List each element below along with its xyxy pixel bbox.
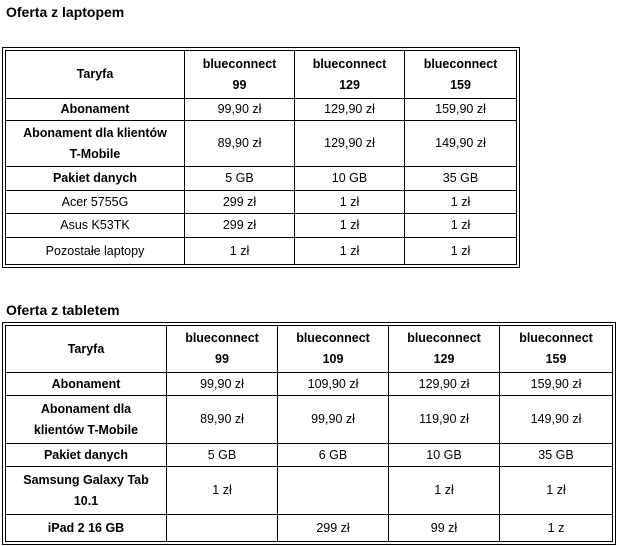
table-cell: 10 GB [295,167,405,191]
table-cell: 35 GB [500,444,613,467]
table-cell: 149,90 zł [405,121,517,167]
table-row [6,99,517,121]
plan-header: blueconnect 99 [185,51,295,99]
table-cell [167,515,278,542]
table-row [6,167,517,191]
plan-header: blueconnect 159 [405,51,517,99]
row-label: Pakiet danych [6,167,185,191]
table-cell: 1 zł [405,191,517,214]
row-label: iPad 2 16 GB [6,515,167,542]
table-row [6,214,517,238]
row-label: Abonament dla klientów T-Mobile [6,396,167,444]
row-label: Pakiet danych [6,444,167,467]
table-row [6,238,517,265]
row-label: Pozostałe laptopy [6,238,185,265]
table-header-row [6,326,613,373]
plan-header: blueconnect 129 [389,326,500,373]
table-cell: 129,90 zł [295,121,405,167]
table-row [6,515,613,542]
table-cell: 89,90 zł [167,396,278,444]
row-label: Asus K53TK [6,214,185,238]
table-cell: 1 zł [500,467,613,515]
row-label: Abonament [6,373,167,396]
table-cell: 159,90 zł [500,373,613,396]
table-row [6,467,613,515]
table-cell: 35 GB [405,167,517,191]
table-cell: 129,90 zł [295,99,405,121]
table-cell: 1 zł [405,238,517,265]
table-header-row [6,51,517,99]
table-cell: 119,90 zł [389,396,500,444]
table-cell: 5 GB [185,167,295,191]
table-cell: 6 GB [278,444,389,467]
row-label: Abonament [6,99,185,121]
plan-header: blueconnect 129 [295,51,405,99]
table-cell: 149,90 zł [500,396,613,444]
row-label: Samsung Galaxy Tab 10.1 [6,467,167,515]
table-cell [278,467,389,515]
laptop-offer-title: Oferta z laptopem [6,4,125,20]
table-cell: 109,90 zł [278,373,389,396]
tablet-offer-table [5,325,613,542]
table-cell: 129,90 zł [389,373,500,396]
table-cell: 159,90 zł [405,99,517,121]
table-row [6,191,517,214]
table-cell: 1 zł [185,238,295,265]
table-cell: 299 zł [185,191,295,214]
table-cell: 1 zł [167,467,278,515]
table-cell: 99,90 zł [278,396,389,444]
table-cell: 5 GB [167,444,278,467]
table-row [6,396,613,444]
table-cell: 299 zł [278,515,389,542]
table-cell: 1 zł [295,191,405,214]
plan-header: blueconnect 159 [500,326,613,373]
table-cell: 99,90 zł [167,373,278,396]
table-cell: 1 zł [389,467,500,515]
tablet-offer-title: Oferta z tabletem [6,302,120,318]
table-cell: 1 zł [295,214,405,238]
row-label: Acer 5755G [6,191,185,214]
table-cell: 299 zł [185,214,295,238]
table-row [6,444,613,467]
tariff-header: Taryfa [6,51,185,99]
table-cell: 99,90 zł [185,99,295,121]
table-cell: 1 zł [405,214,517,238]
plan-header: blueconnect 99 [167,326,278,373]
table-cell: 99 zł [389,515,500,542]
table-row [6,373,613,396]
table-cell: 1 zł [295,238,405,265]
table-row [6,121,517,167]
tariff-header: Taryfa [6,326,167,373]
table-cell: 10 GB [389,444,500,467]
laptop-offer-table [5,50,517,265]
table-cell: 1 z [500,515,613,542]
plan-header: blueconnect 109 [278,326,389,373]
table-cell: 89,90 zł [185,121,295,167]
row-label: Abonament dla klientów T-Mobile [6,121,185,167]
